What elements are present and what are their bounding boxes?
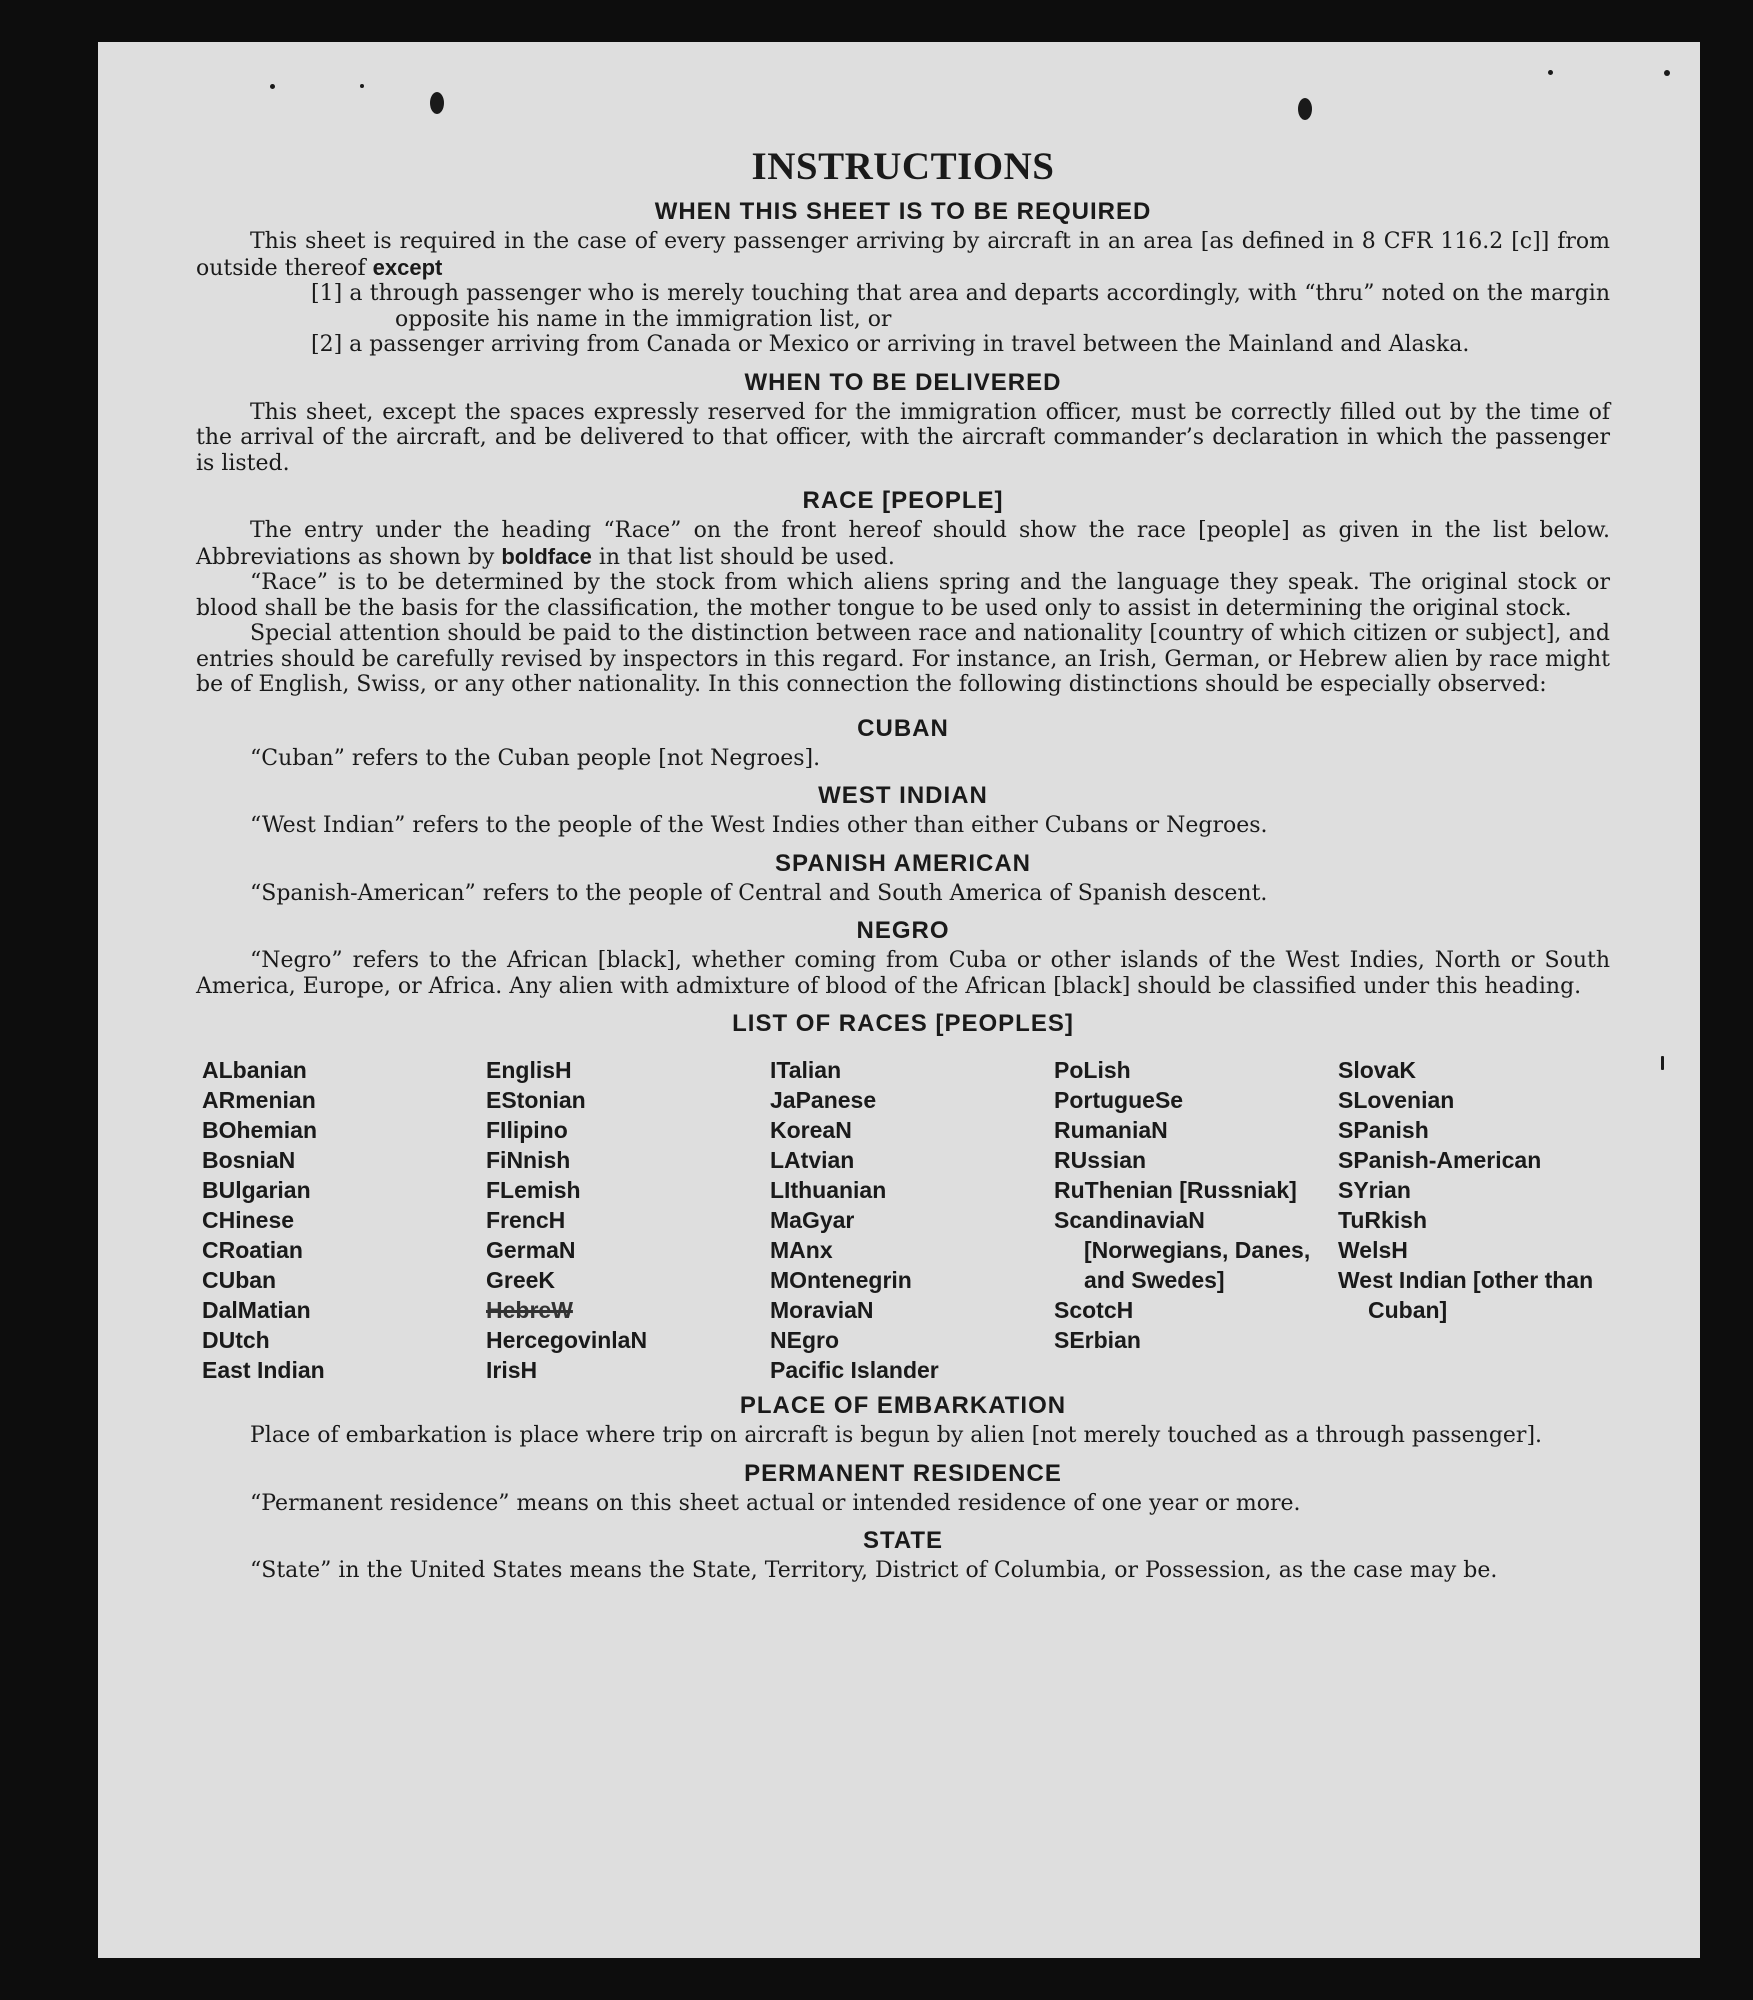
- race-entry: FLemish: [486, 1177, 581, 1203]
- race-entry: CRoatian: [202, 1237, 303, 1263]
- race-paragraph-2: “Race” is to be determined by the stock from which aliens spring and the language they speak. The original stock or blood shall be the basis for the classification, the mother tongue to be used only to assist in determining the original stock.: [196, 570, 1610, 621]
- cuban-text: “Cuban” refers to the Cuban people [not Negroes].: [250, 745, 821, 771]
- heading-when-delivered: WHEN TO BE DELIVERED: [744, 368, 1062, 396]
- race-entry: CHinese: [202, 1207, 295, 1233]
- state-text: “State” in the United States means the State, Territory, District of Columbia, or Possession, as the case may be.: [250, 1558, 1498, 1583]
- residence-text: “Permanent residence” means on this sheet actual or intended residence of one year or more.: [250, 1490, 1301, 1516]
- heading-when-required: WHEN THIS SHEET IS TO BE REQUIRED: [654, 198, 1152, 225]
- heading-state: STATE: [862, 1527, 944, 1554]
- race-entry: SErbian: [1054, 1327, 1141, 1353]
- heading-permanent-residence: PERMANENT RESIDENCE: [744, 1459, 1062, 1487]
- heading-list-of-races: LIST OF RACES [PEOPLES]: [732, 1010, 1074, 1037]
- race-entry: ITalian: [770, 1057, 842, 1083]
- race-entry: ALbanian: [202, 1057, 307, 1083]
- exception-item-2: [2] a passenger arriving from Canada or Mexico or arriving in travel between the Mainland and Alaska.: [311, 332, 1470, 357]
- dust-speck: [1664, 70, 1670, 76]
- race-entry: FIlipino: [486, 1117, 568, 1143]
- race-entry: CUban: [202, 1267, 277, 1293]
- race-entry: KoreaN: [770, 1117, 852, 1143]
- race-entry: PortugueSe: [1054, 1087, 1184, 1113]
- race-entry: GreeK: [486, 1267, 556, 1293]
- race-entry: East Indian: [202, 1357, 325, 1383]
- race-entry: FrencH: [486, 1207, 566, 1233]
- race-entry: IrisH: [486, 1357, 538, 1383]
- heading-spanish-american: SPANISH AMERICAN: [774, 849, 1031, 877]
- when-required-intro: This sheet is required in the case of every passenger arriving by aircraft in an area [as defined in 8 CFR 116.2 [c]] from outside thereof except: [196, 229, 1610, 281]
- dust-speck: [270, 84, 275, 89]
- race-entry: TuRkish: [1338, 1207, 1428, 1233]
- race-entry: BUlgarian: [202, 1177, 311, 1203]
- race-entry: RuThenian [Russniak]: [1054, 1177, 1297, 1203]
- race-column-2: [486, 1055, 770, 1385]
- dust-speck: [1548, 70, 1553, 75]
- race-entry: GermaN: [486, 1237, 576, 1263]
- when-delivered-text: This sheet, except the spaces expressly reserved for the immigration officer, must be correctly filled out by the time of the arrival of the aircraft, and be delivered to that officer, with the aircraft commander’s declaration in which the passenger is listed.: [196, 399, 1610, 476]
- dust-speck: [360, 84, 364, 88]
- race-entry: HercegovinlaN: [486, 1327, 648, 1353]
- race-entry: NEgro: [770, 1327, 839, 1353]
- heading-race: RACE [PEOPLE]: [802, 487, 1004, 514]
- race-paragraph-3: Special attention should be paid to the distinction between race and nationality [country of which citizen or subject], and entries should be carefully revised by inspectors in this regard. For instance, an Irish, German, or Hebrew alien by race might be of English, Swiss, or any other nationality. In this connection the following distinctions should be especially observed:: [196, 621, 1610, 697]
- race-entry: Pacific Islander: [770, 1357, 939, 1383]
- race-entry: SlovaK: [1338, 1057, 1416, 1083]
- race-entry: EStonian: [486, 1087, 586, 1113]
- race-entry-struck: HebreW: [486, 1297, 573, 1323]
- race-entry: MaGyar: [770, 1207, 855, 1233]
- race-column-1: [202, 1055, 486, 1385]
- race-entry: DUtch: [202, 1327, 270, 1353]
- race-entry: MoraviaN: [770, 1297, 874, 1323]
- race-entry: SPanish: [1338, 1117, 1429, 1143]
- race-entry: EnglisH: [486, 1057, 572, 1083]
- race-entry: West Indian [other than Cuban]: [1338, 1267, 1594, 1323]
- race-entry: BosniaN: [202, 1147, 296, 1173]
- race-entry: ARmenian: [202, 1087, 316, 1113]
- race-entry: SLovenian: [1338, 1087, 1455, 1113]
- race-entry: SYrian: [1338, 1177, 1411, 1203]
- race-entry: WelsH: [1338, 1237, 1408, 1263]
- race-entry: BOhemian: [202, 1117, 318, 1143]
- race-entry: RumaniaN: [1054, 1117, 1168, 1143]
- race-entry: JaPanese: [770, 1087, 877, 1113]
- heading-west-indian: WEST INDIAN: [818, 782, 988, 809]
- page-title: INSTRUCTIONS: [751, 145, 1055, 188]
- embarkation-text: Place of embarkation is place where trip on aircraft is begun by alien [not merely touched as a through passenger].: [250, 1423, 1543, 1448]
- instructions-content: [196, 144, 1610, 1584]
- race-entry: FiNnish: [486, 1147, 571, 1173]
- punch-hole-mark: [430, 92, 444, 114]
- keyword-boldface: boldface: [501, 543, 592, 569]
- race-column-3: [770, 1055, 1054, 1385]
- race-entry: RUssian: [1054, 1147, 1147, 1173]
- race-entry: PoLish: [1054, 1057, 1131, 1083]
- race-entry: ScandinaviaN [Norwegians, Danes, and Swedes]: [1054, 1207, 1311, 1293]
- race-entry: LIthuanian: [770, 1177, 887, 1203]
- keyword-except: except: [372, 254, 443, 280]
- race-entry: MAnx: [770, 1237, 833, 1263]
- race-entry: MOntenegrin: [770, 1267, 912, 1293]
- exception-item-1: [1] a through passenger who is merely touching that area and departs accordingly, with “thru” noted on the margin opposite his name in the immigration list, or: [311, 281, 1610, 332]
- negro-text: “Negro” refers to the African [black], whether coming from Cuba or other islands of the West Indies, North or South America, Europe, or Africa. Any alien with admixture of blood of the African [black] should be classified under this heading.: [196, 948, 1610, 999]
- race-list: [202, 1055, 1622, 1385]
- heading-place-of-embarkation: PLACE OF EMBARKATION: [739, 1392, 1067, 1419]
- race-column-4: [1054, 1055, 1338, 1385]
- punch-hole-mark: [1298, 98, 1312, 120]
- race-entry: LAtvian: [770, 1147, 855, 1173]
- race-paragraph-1: The entry under the heading “Race” on the front hereof should show the race [people] as given in the list below. Abbreviations as shown by boldface in that list should be used.: [196, 518, 1610, 570]
- spanish-american-text: “Spanish-American” refers to the people of Central and South America of Spanish descent.: [250, 880, 1268, 906]
- race-column-5: [1338, 1055, 1622, 1385]
- dust-speck: [1661, 1056, 1664, 1070]
- race-entry: DalMatian: [202, 1297, 311, 1323]
- heading-cuban: CUBAN: [857, 714, 949, 742]
- west-indian-text: “West Indian” refers to the people of the West Indies other than either Cubans or Negroes.: [250, 813, 1268, 838]
- race-entry: ScotcH: [1054, 1297, 1134, 1323]
- document-sheet: [98, 42, 1700, 1958]
- race-entry: SPanish-American: [1338, 1147, 1542, 1173]
- heading-negro: NEGRO: [856, 917, 950, 944]
